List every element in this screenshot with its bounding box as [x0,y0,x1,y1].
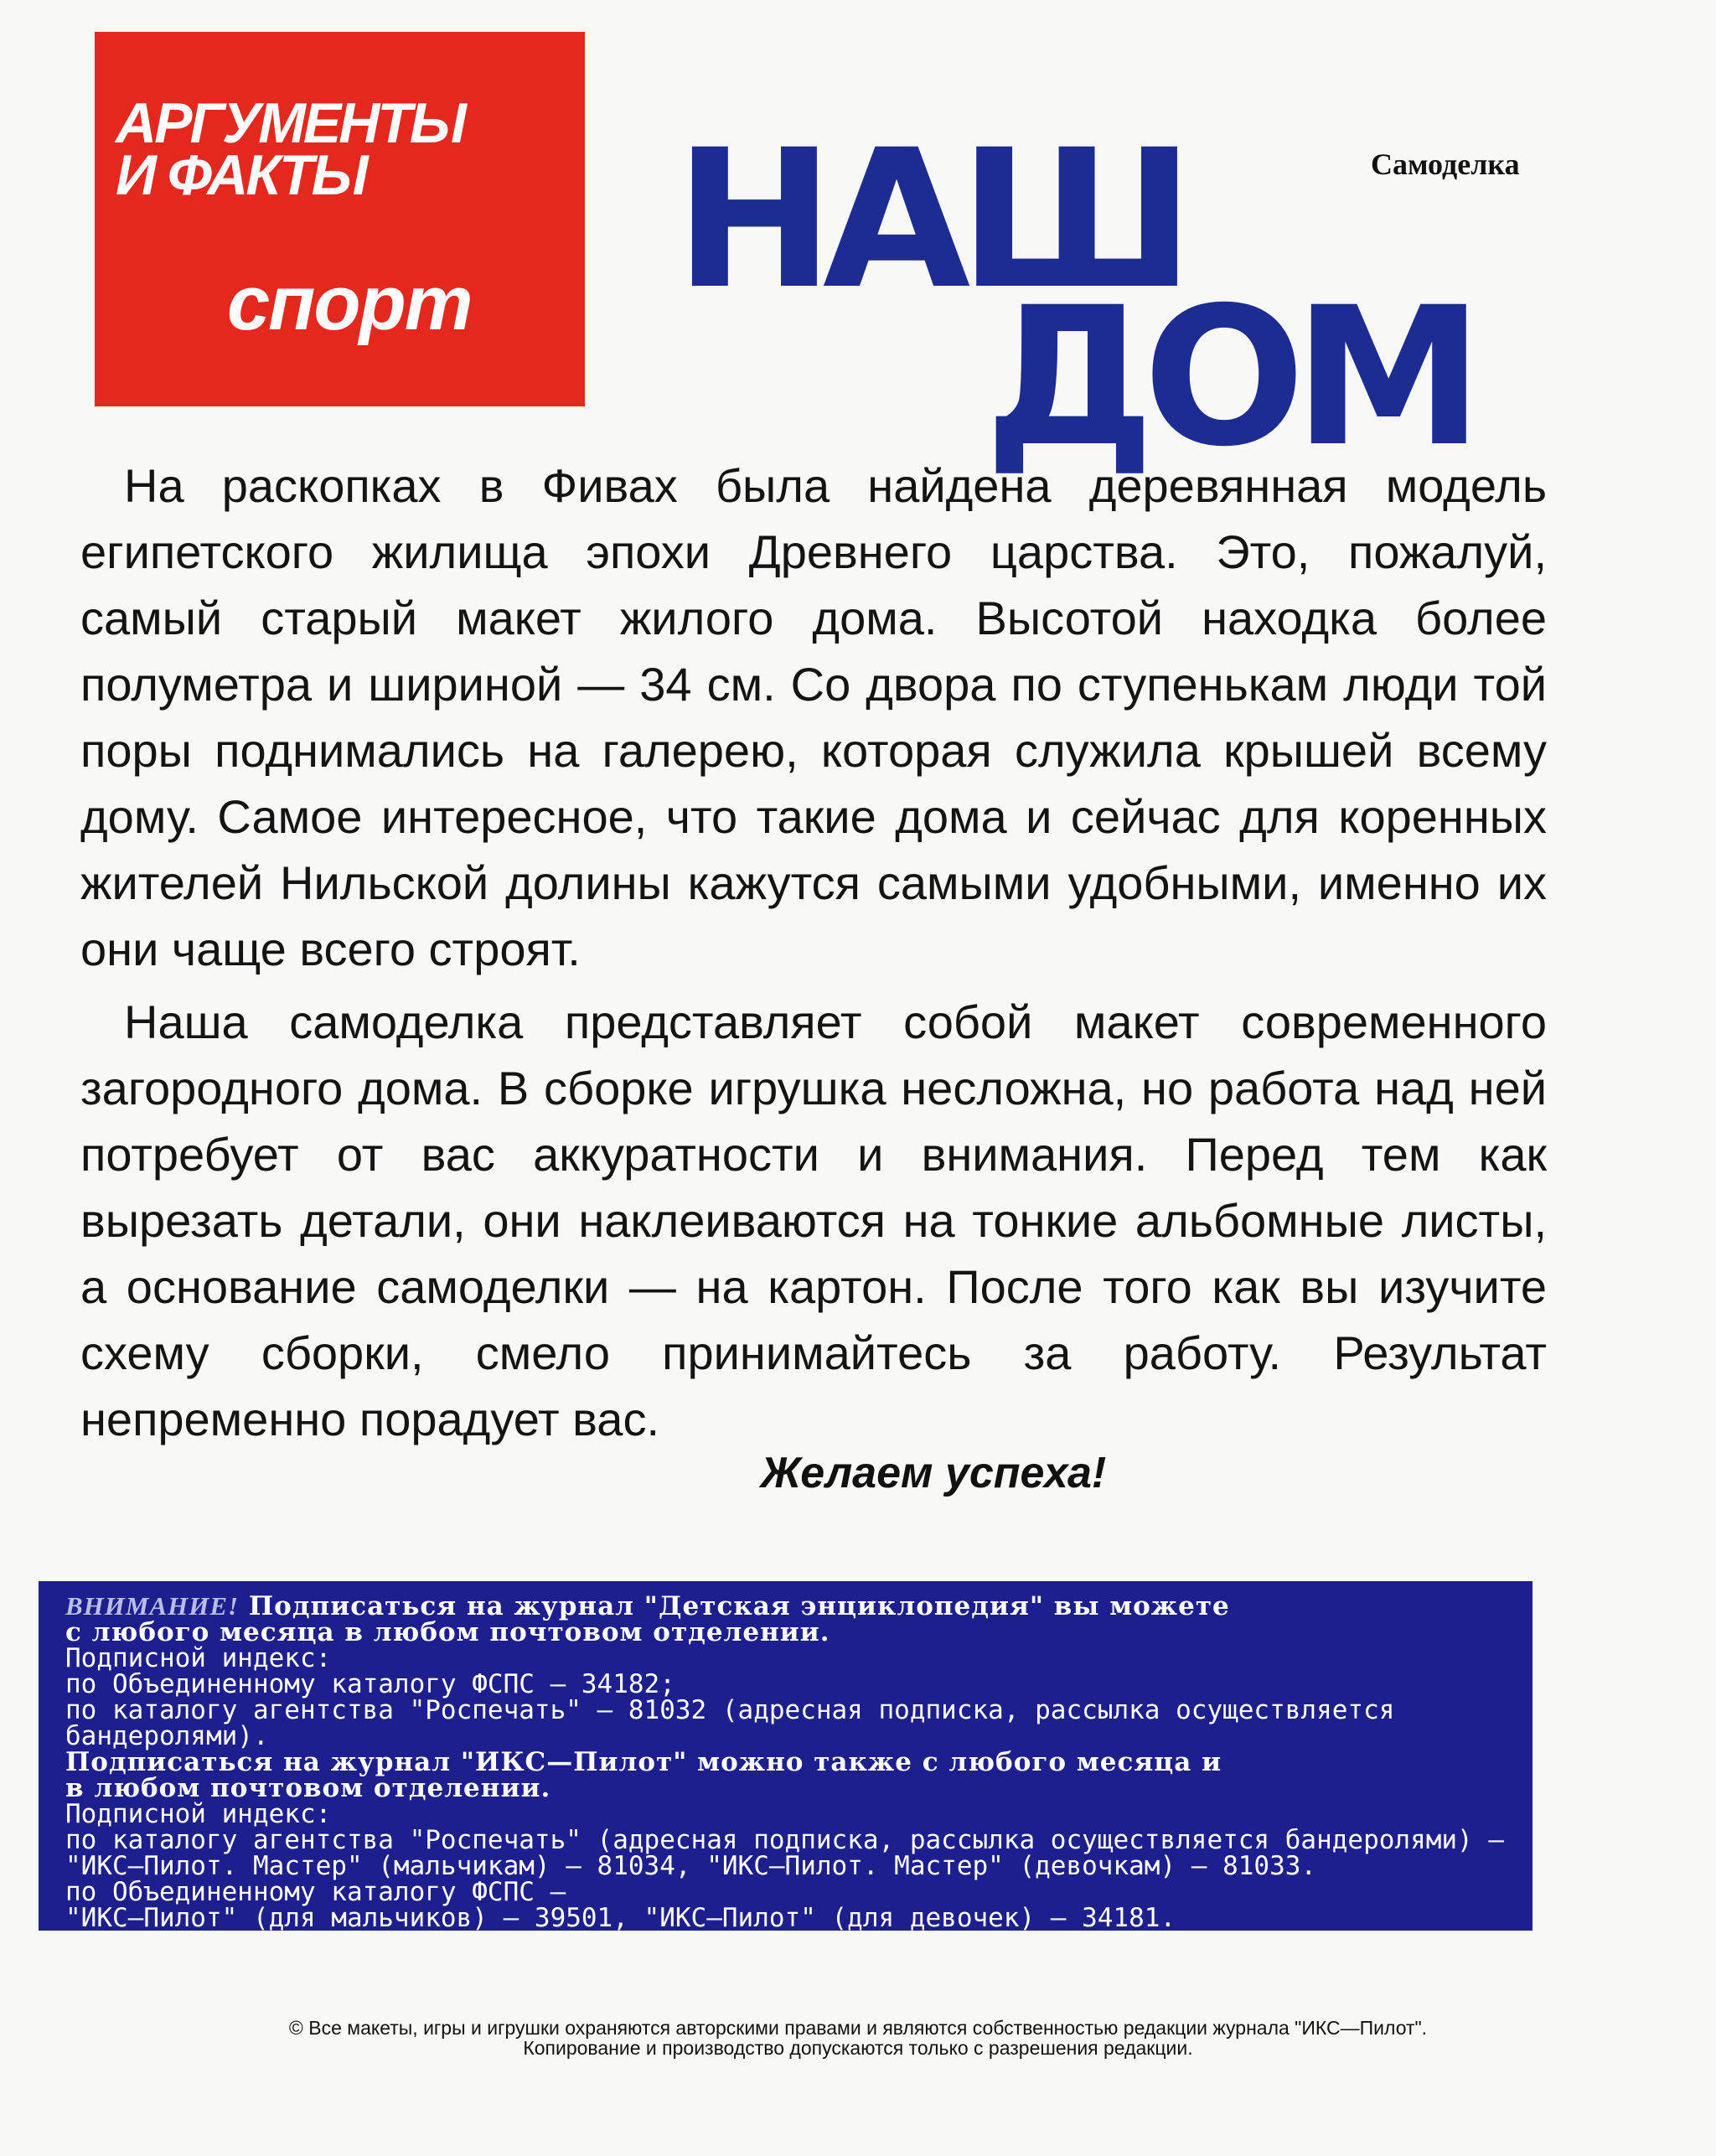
section-label: Самоделка [1371,147,1520,181]
page-title [675,108,1496,489]
logo-sub: спорт [227,261,472,346]
publisher-logo [95,32,585,406]
notice-line: в любом почтовом отделении. [65,1773,551,1803]
notice-line: по Объединенному каталогу ФСПС — 34182; [65,1669,675,1699]
notice-attention: ВНИМАНИЕ! [65,1591,240,1621]
article-paragraph-1: На раскопках в Фивах была найдена деревянная модель египетского жилища эпохи Древнего царства. Это, пожалуй, самый старый макет жилого дома. Высотой находка более полуметра и шириной — 34 см. Со двора по ступенькам люди той поры поднимались на галерею, которая служила крышей всему дому. Самое интересное, что такие дома и сейчас для коренных жителей Нильской долины кажутся самыми удобными, именно их они чаще всего строят. [80,459,1547,975]
logo-line-1: АРГУМЕНТЫ [116,91,464,155]
notice-line: бандеролями). [65,1721,269,1751]
article-paragraph-2: Наша самоделка представляет собой макет современного загородного дома. В сборке игрушка несложна, но работа над ней потребует от вас аккуратности и внимания. Перед тем как вырезать детали, они наклеиваются на тонкие альбомные листы, а основание самоделки — на картон. После того как вы изучите схему сборки, смело принимайтесь за работу. Результат непременно порадует вас. [80,995,1547,1445]
notice-line: по каталогу агентства "Роспечать" (адресная подписка, рассылка осуществляется бандеролями) — [65,1825,1505,1855]
notice-line: Подписной индекс: [65,1643,332,1673]
title-line-1: НАШ [675,108,1183,331]
copyright-line-2: Копирование и производство допускаются только с разрешения редакции. [523,2037,1193,2059]
title-line-2: ДОМ [985,266,1472,489]
notice-line [65,1593,1507,1620]
notice-line: "ИКС—Пилот. Мастер" (мальчикам) — 81034, "ИКС—Пилот. Мастер" (девочкам) — 81033. [65,1851,1317,1881]
notice-line: с любого месяца в любом почтовом отделении. [65,1617,830,1647]
copyright-footer [0,2018,1716,2058]
notice-line: Подписной индекс: [65,1799,332,1829]
notice-line: Подписаться на журнал "ИКС—Пилот" можно также с любого месяца и [65,1747,1222,1777]
closing-wish: Желаем успеха! [760,1449,1107,1497]
copyright-line-1: © Все макеты, игры и игрушки охраняются авторскими правами и являются собственностью редакции журнала "ИКС—Пилот". [288,2017,1428,2039]
notice-line: "ИКС—Пилот" (для мальчиков) — 39501, "ИКС—Пилот" (для девочек) — 34181. [65,1903,1176,1931]
article-body [80,452,1547,1452]
notice-line: по Объединенному каталогу ФСПС — [65,1877,566,1907]
logo-wordmark [116,91,551,207]
subscription-notice [39,1581,1533,1931]
logo-line-2: И ФАКТЫ [116,143,366,207]
notice-line: по каталогу агентства "Роспечать" — 81032 (адресная подписка, рассылка осуществляется [65,1695,1395,1725]
notice-line-text: Подписаться на журнал "Детская энциклопедия" вы можете [248,1591,1230,1621]
